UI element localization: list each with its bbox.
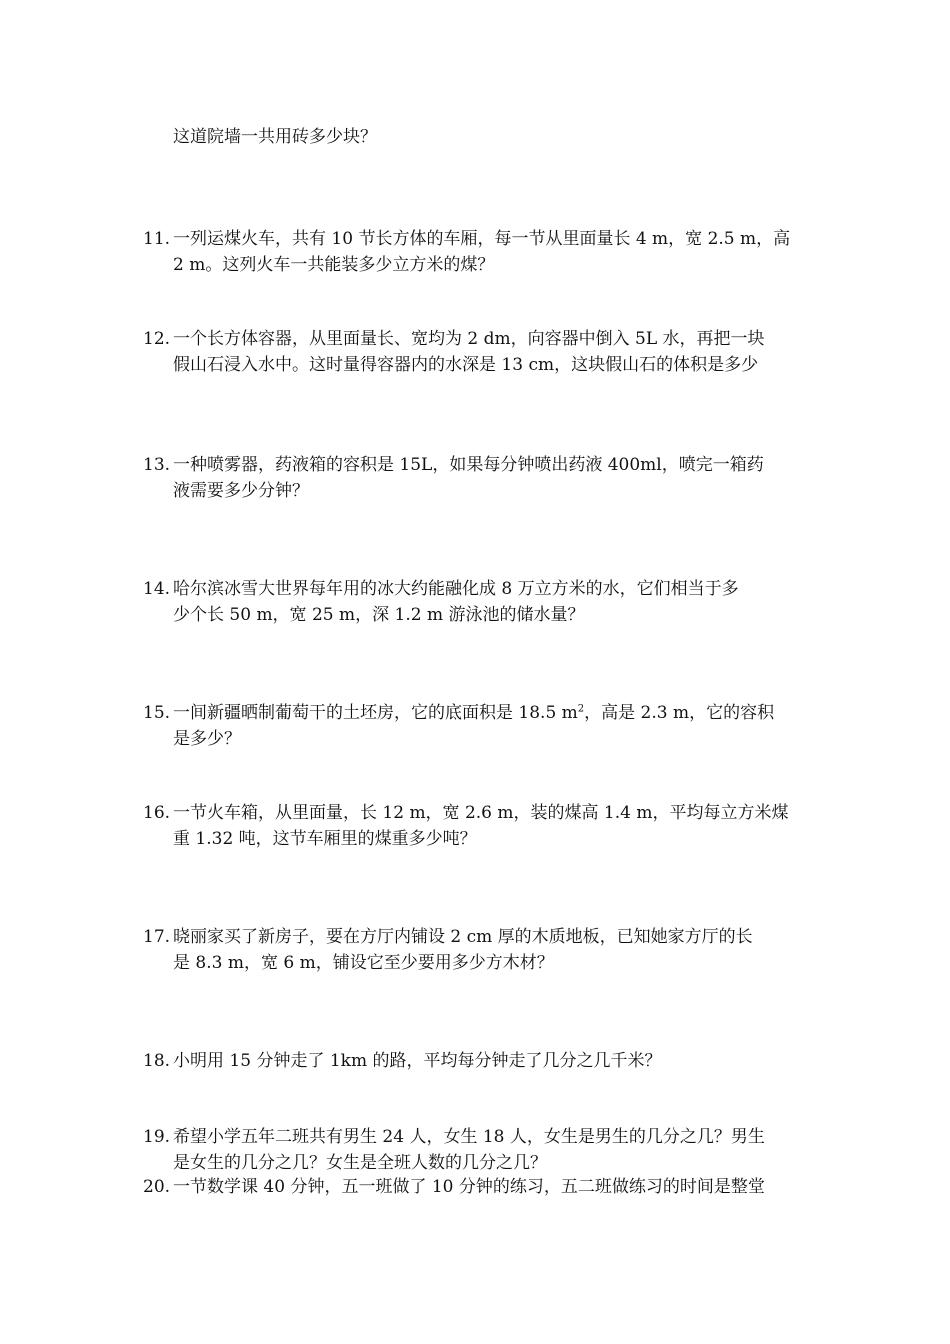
problem-text-part: ，高是 2.3 m，它的容积 [584, 703, 775, 723]
problem-19-line2: 是女生的几分之几？女生是全班人数的几分之几？ [173, 1153, 547, 1173]
problem-text: 一节数学课 40 分钟，五一班做了 10 分钟的练习，五二班做练习的时间是整堂 [173, 1177, 765, 1197]
problem-13-line2: 液需要多少分钟？ [173, 481, 309, 501]
problem-number: 20. [143, 1177, 171, 1197]
problem-text [173, 700, 774, 726]
problem-text: 希望小学五年二班共有男生 24 人，女生 18 人，女生是男生的几分之几？男生 [173, 1127, 765, 1147]
problem-number: 17. [143, 927, 171, 947]
problem-number: 16. [143, 803, 171, 823]
problem-text: 一节火车箱，从里面量，长 12 m，宽 2.6 m，装的煤高 1.4 m，平均每立方米煤 [173, 803, 789, 823]
problem-text: 一种喷雾器，药液箱的容积是 15L，如果每分钟喷出药液 400ml，喷完一箱药 [173, 455, 764, 475]
problem-text: 小明用 15 分钟走了 1km 的路，平均每分钟走了几分之几千米？ [173, 1051, 662, 1071]
problem-number: 19. [143, 1127, 171, 1147]
intro-continuation: 这道院墙一共用砖多少块？ [173, 127, 377, 147]
superscript-exponent: 2 [577, 703, 585, 715]
problem-text: 晓丽家买了新房子，要在方厅内铺设 2 cm 厚的木质地板，已知她家方厅的长 [173, 927, 753, 947]
problem-12-line2: 假山石浸入水中。这时量得容器内的水深是 13 cm，这块假山石的体积是多少 [173, 355, 759, 375]
problem-text: 一个长方体容器，从里面量长、宽均为 2 dm，向容器中倒入 5L 水，再把一块 [173, 329, 765, 349]
problem-16-line2: 重 1.32 吨，这节车厢里的煤重多少吨？ [173, 829, 477, 849]
problem-11-line2: 2 m。这列火车一共能装多少立方米的煤？ [173, 255, 495, 275]
problem-15-line2: 是多少？ [173, 729, 241, 749]
problem-text-part: 一间新疆晒制葡萄干的土坯房，它的底面积是 18.5 m [173, 703, 578, 723]
problem-number: 12. [143, 329, 171, 349]
problem-number: 14. [143, 579, 171, 599]
problem-text: 哈尔滨冰雪大世界每年用的冰大约能融化成 8 万立方米的水，它们相当于多 [173, 579, 739, 599]
problem-text: 一列运煤火车，共有 10 节长方体的车厢，每一节从里面量长 4 m，宽 2.5 m，高 [173, 229, 791, 249]
problem-number: 15. [143, 703, 171, 723]
problem-14-line2: 少个长 50 m，宽 25 m，深 1.2 m 游泳池的储水量？ [173, 605, 585, 625]
problem-17-line2: 是 8.3 m，宽 6 m，铺设它至少要用多少方木材？ [173, 953, 554, 973]
problem-number: 18. [143, 1051, 171, 1071]
problem-number: 11. [143, 229, 171, 249]
problem-number: 13. [143, 455, 171, 475]
